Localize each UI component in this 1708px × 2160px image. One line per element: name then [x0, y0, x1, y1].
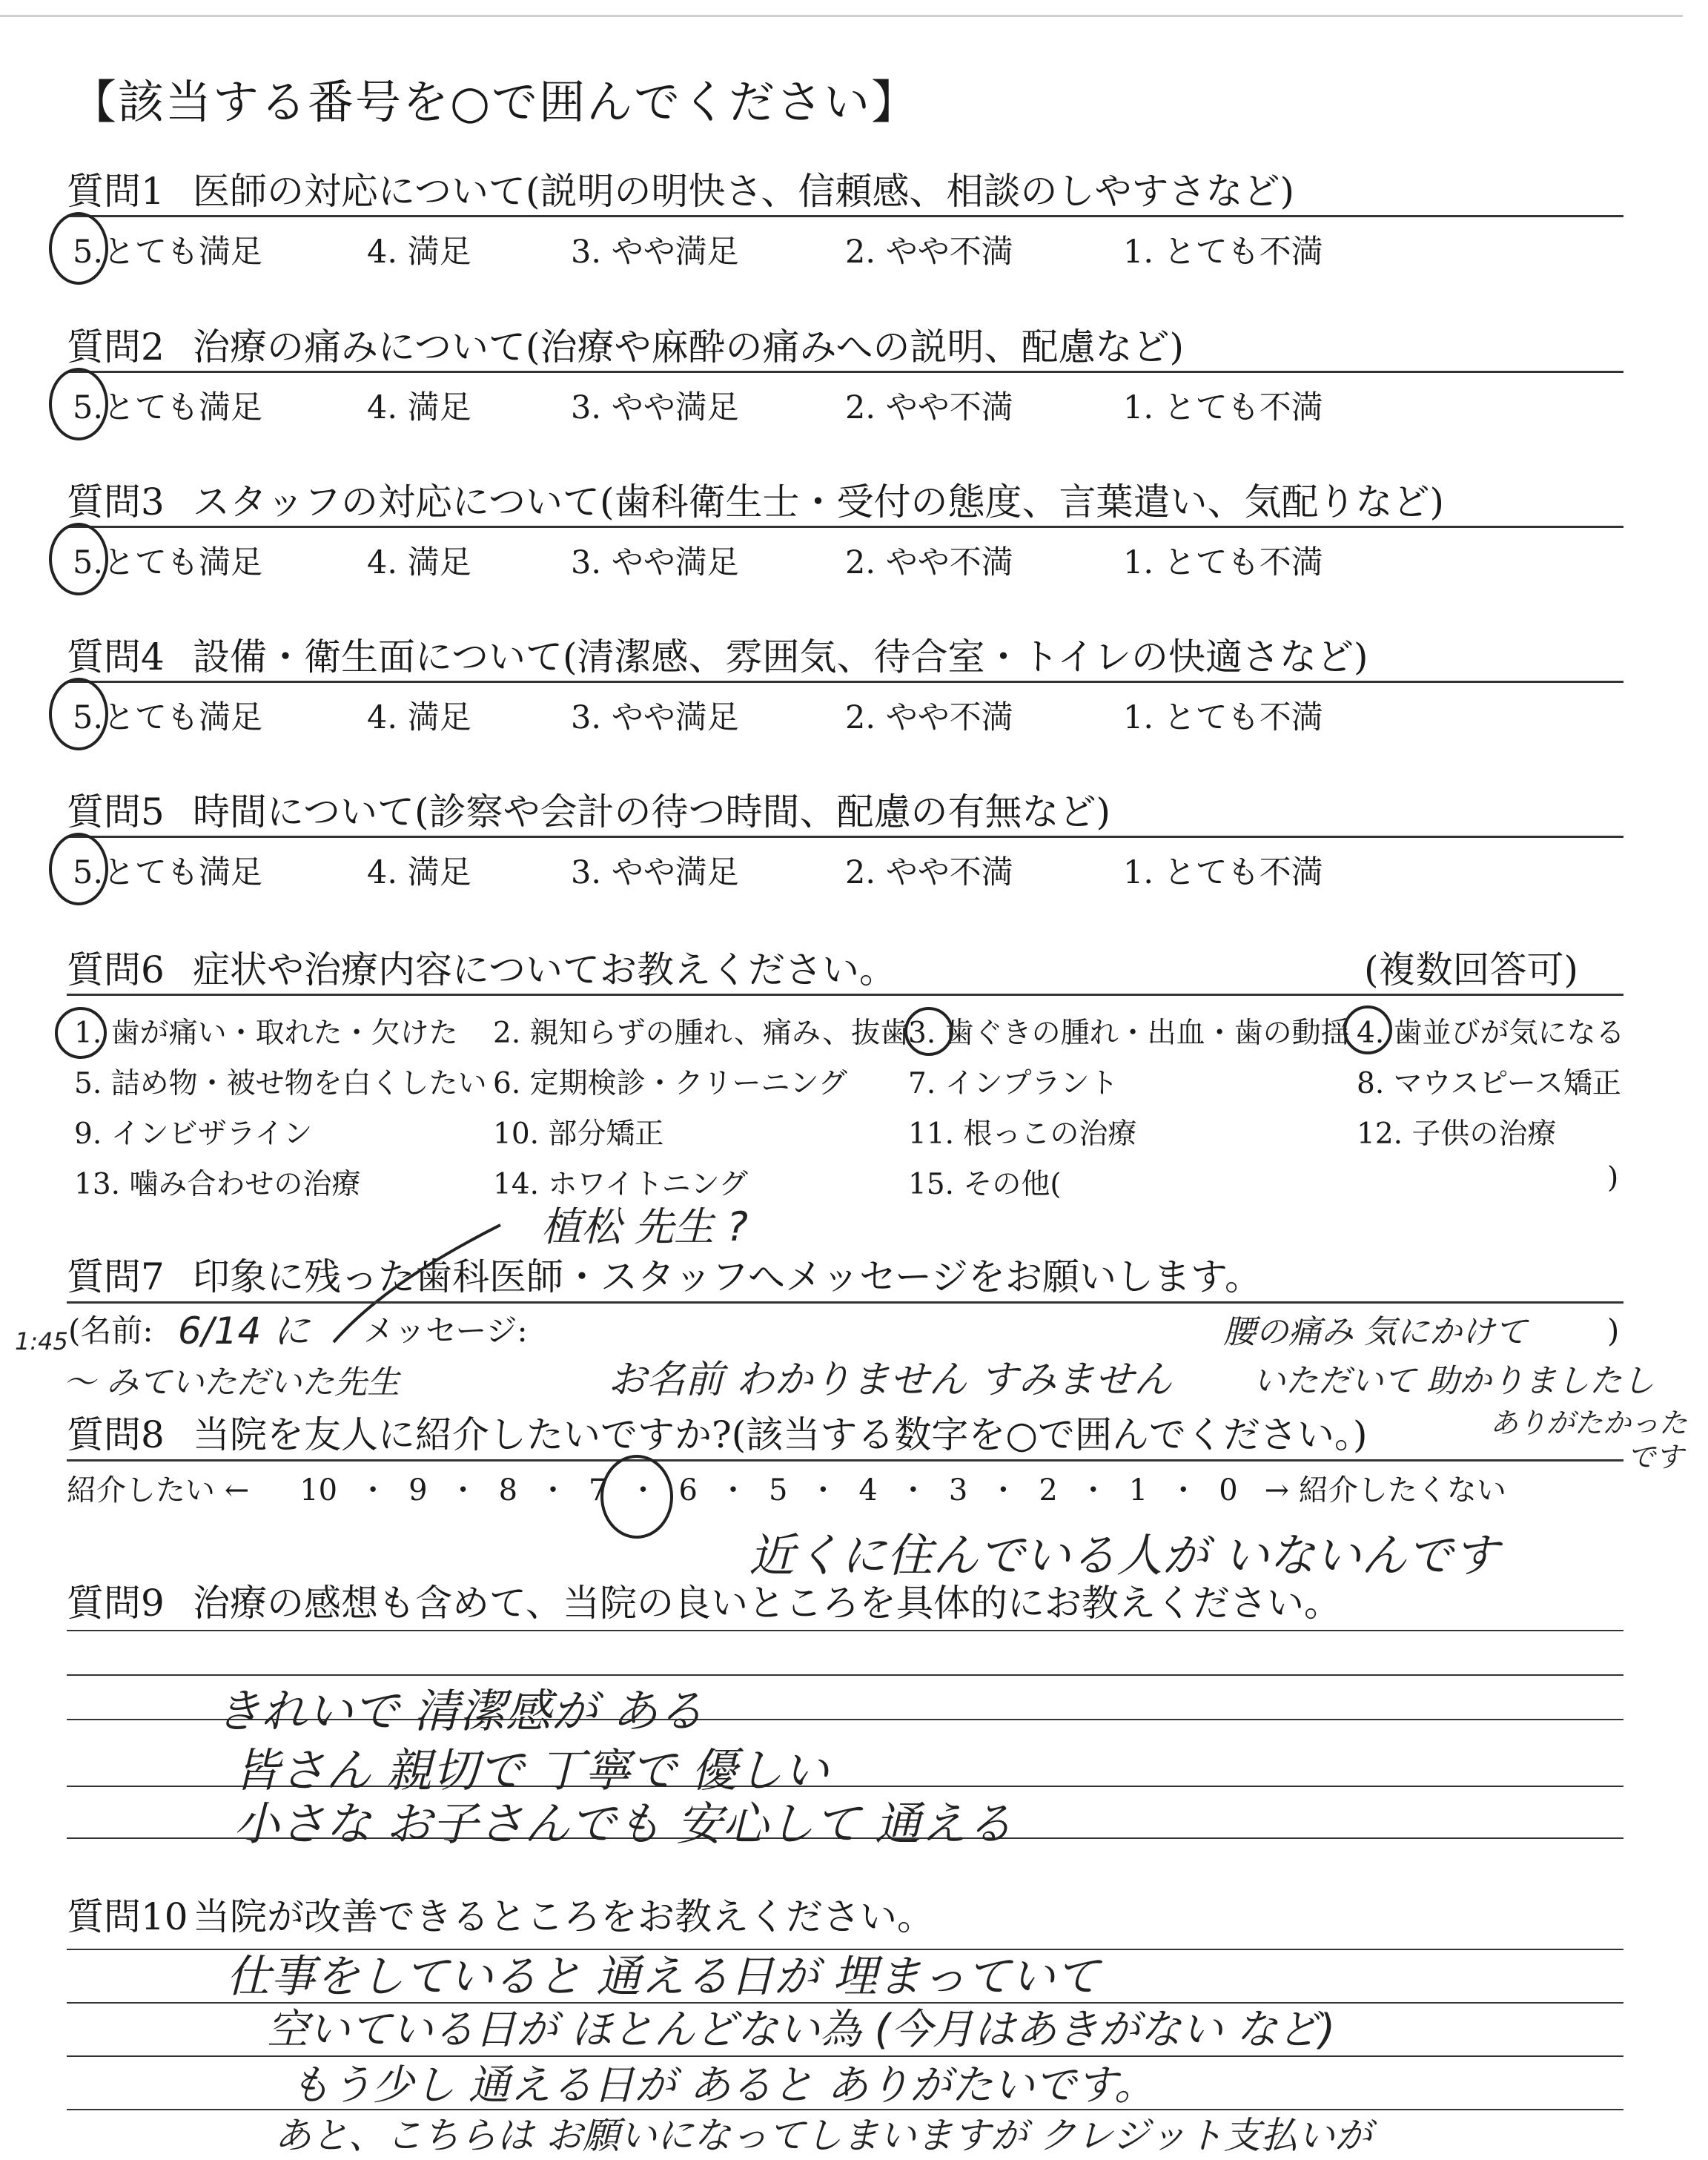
q7-number: 質問7	[67, 1255, 165, 1298]
q2-heading	[67, 317, 1184, 371]
q2-option[interactable]: 3. やや満足	[571, 389, 739, 426]
q6-option[interactable]: 6. 定期検診・クリーニング	[493, 1067, 847, 1100]
q10-hand-line: 空いている日が ほとんどない為 (今月はあきがない など)	[267, 2006, 1336, 2054]
q7-hand-message-4: です	[1627, 1441, 1684, 1473]
q1-text: 医師の対応について(説明の明快さ、信頼感、相談のしやすさなど)	[193, 170, 1295, 213]
q9-number: 質問9	[67, 1582, 165, 1625]
scale-values	[295, 1467, 1242, 1509]
q6-option[interactable]: 10. 部分矯正	[493, 1117, 664, 1151]
q5-option[interactable]: 2. やや不満	[845, 854, 1013, 891]
q3-text: スタッフの対応について(歯科衛生士・受付の態度、言葉遣い、気配りなど)	[193, 480, 1445, 524]
q3-option[interactable]: 1. とても不満	[1123, 544, 1323, 581]
q6-heading	[67, 940, 896, 994]
q7-name-label: (名前:	[68, 1312, 153, 1349]
q5-option[interactable]: 3. やや満足	[571, 854, 739, 891]
q6-option[interactable]: 15. その他(	[908, 1168, 1062, 1201]
q8-number: 質問8	[67, 1413, 165, 1456]
q7-hand-seen: 〜 みていただいた先生	[63, 1364, 400, 1401]
q3-option[interactable]: 5.とても満足	[73, 544, 263, 581]
answer-circle-q6-1	[55, 1007, 107, 1059]
q10-text: 当院が改善できるところをお教えください。	[193, 1895, 934, 1938]
q6-rule	[67, 994, 1623, 996]
q7-hand-message-2a: 腰の痛み 気にかけて	[1223, 1313, 1527, 1351]
page-title: 【該当する番号を○で囲んでください】	[70, 75, 919, 129]
q9-hand-line: 皆さん 親切で 丁寧で 優しい	[234, 1743, 830, 1797]
q1-number: 質問1	[67, 170, 165, 213]
q6-option[interactable]: 14. ホワイトニング	[493, 1168, 748, 1201]
q6-option[interactable]: 11. 根っこの治療	[908, 1117, 1137, 1151]
answer-circle-q8	[600, 1455, 673, 1539]
q6-option[interactable]: 3. 歯ぐきの腫れ・出血・歯の動揺	[908, 1017, 1350, 1050]
answer-circle-q2	[49, 368, 108, 440]
q9-rule	[67, 1630, 1623, 1631]
scale-separator: ・	[538, 1473, 569, 1507]
q7-hand-message-2b: いただいて 助かりましたし	[1253, 1362, 1655, 1400]
q4-option[interactable]: 5.とても満足	[73, 699, 263, 736]
scale-value[interactable]: 8	[498, 1473, 518, 1507]
q10-hand-line: もう少し 通える日が あると ありがたいです。	[289, 2061, 1156, 2110]
q5-option[interactable]: 4. 満足	[367, 854, 471, 891]
q6-option[interactable]: 1. 歯が痛い・取れた・欠けた	[74, 1017, 458, 1050]
scale-value[interactable]: 3	[948, 1473, 968, 1507]
page-edge	[0, 15, 1683, 17]
answer-circle-q6-3	[904, 1007, 953, 1056]
q2-option[interactable]: 2. やや不満	[845, 389, 1013, 426]
q4-text: 設備・衛生面について(清潔感、雰囲気、待合室・トイレの快適さなど)	[193, 635, 1368, 678]
scale-separator: ・	[628, 1473, 658, 1507]
q4-number: 質問4	[67, 635, 165, 678]
q5-heading	[67, 782, 1110, 836]
q6-option: )	[1607, 1161, 1619, 1195]
q9-text: 治療の感想も含めて、当院の良いところを具体的にお教えください。	[193, 1582, 1341, 1625]
q6-option[interactable]: 2. 親知らずの腫れ、痛み、抜歯	[493, 1017, 910, 1050]
q8-text: 当院を友人に紹介したいですか?(該当する数字を○で囲んでください。)	[193, 1413, 1368, 1456]
q2-rule	[67, 371, 1623, 373]
q7-close-paren: )	[1607, 1312, 1620, 1349]
scale-value[interactable]: 7	[589, 1473, 608, 1507]
answer-circle-q3	[49, 523, 108, 595]
q3-heading	[67, 472, 1444, 526]
q2-number: 質問2	[67, 326, 165, 369]
q1-option[interactable]: 4. 満足	[367, 234, 471, 271]
q2-option[interactable]: 5.とても満足	[73, 389, 263, 426]
q8-scale	[67, 1467, 1506, 1509]
scale-separator: ・	[448, 1473, 478, 1507]
q7-heading	[67, 1247, 1262, 1301]
q8-rule	[67, 1459, 1623, 1462]
q10-heading	[67, 1887, 934, 1941]
scale-value[interactable]: 1	[1128, 1473, 1148, 1507]
scale-value[interactable]: 2	[1039, 1473, 1058, 1507]
q6-option[interactable]: 13. 噛み合わせの治療	[74, 1168, 361, 1201]
q5-text: 時間について(診察や会計の待つ時間、配慮の有無など)	[193, 790, 1111, 833]
q4-heading	[67, 627, 1368, 681]
q8-hand-note: 近くに住んでいる人が いないんです	[749, 1528, 1499, 1582]
q7-hand-time: 1:45	[15, 1327, 68, 1355]
q2-text: 治療の痛みについて(治療や麻酔の痛みへの説明、配慮など)	[193, 326, 1185, 369]
scale-value[interactable]: 4	[858, 1473, 878, 1507]
q1-heading	[67, 162, 1294, 215]
q6-option[interactable]: 5. 詰め物・被せ物を白くしたい	[74, 1067, 487, 1100]
q6-option[interactable]: 9. インビザライン	[74, 1117, 313, 1151]
scale-separator: ・	[358, 1473, 388, 1507]
q1-rule	[67, 215, 1623, 217]
q5-rule	[67, 836, 1623, 838]
q7-hand-message-3: ありがたかった	[1490, 1407, 1688, 1439]
scale-separator: ・	[898, 1473, 928, 1507]
answer-circle-q5	[49, 833, 108, 905]
q4-option[interactable]: 1. とても不満	[1123, 699, 1323, 736]
scale-separator: ・	[808, 1473, 838, 1507]
q1-option[interactable]: 1. とても不満	[1123, 234, 1323, 271]
q1-option[interactable]: 2. やや不満	[845, 234, 1013, 271]
q5-option[interactable]: 5.とても満足	[73, 854, 263, 891]
q2-option[interactable]: 1. とても不満	[1123, 389, 1323, 426]
q3-option[interactable]: 4. 満足	[367, 544, 471, 581]
scale-value[interactable]: 6	[678, 1473, 698, 1507]
q6-note: (複数回答可)	[1364, 948, 1579, 991]
q6-option[interactable]: 8. マウスピース矯正	[1357, 1067, 1621, 1100]
q5-option[interactable]: 1. とても不満	[1123, 854, 1323, 891]
q1-option[interactable]: 5.とても満足	[73, 234, 263, 271]
q6-option[interactable]: 12. 子供の治療	[1357, 1117, 1557, 1151]
q7-hand-message-1: お名前 わかりません すみません	[608, 1358, 1173, 1402]
answer-circle-q4	[49, 678, 108, 750]
scale-separator: ・	[1168, 1473, 1199, 1507]
q6-option[interactable]: 4. 歯並びが気になる	[1357, 1017, 1625, 1050]
scale-value[interactable]: 5	[768, 1473, 788, 1507]
scale-separator: ・	[718, 1473, 748, 1507]
q4-option[interactable]: 3. やや満足	[571, 699, 739, 736]
q4-option[interactable]: 2. やや不満	[845, 699, 1013, 736]
scale-value[interactable]: 10	[299, 1473, 338, 1507]
answer-circle-q6-4	[1343, 1005, 1392, 1054]
q9-heading	[67, 1573, 1341, 1627]
q10-hand-line: あと、こちらは お願いになってしまいますが クレジット支払いが	[274, 2114, 1372, 2157]
answer-circle-q1	[49, 212, 108, 285]
q3-option[interactable]: 2. やや不満	[845, 544, 1013, 581]
q7-hand-doctor-name: 植松 先生 ?	[541, 1203, 748, 1250]
scale-value[interactable]: 0	[1219, 1473, 1238, 1507]
q1-option[interactable]: 3. やや満足	[571, 234, 739, 271]
q2-option[interactable]: 4. 満足	[367, 389, 471, 426]
q3-number: 質問3	[67, 480, 165, 524]
scale-separator: ・	[988, 1473, 1019, 1507]
scale-right-label: → 紹介したくない	[1264, 1473, 1506, 1507]
scale-value[interactable]: 9	[408, 1473, 428, 1507]
q7-message-label: メッセージ:	[363, 1312, 528, 1349]
q8-heading	[67, 1405, 1367, 1459]
q10-hand-line: 仕事をしていると 通える日が 埋まっていて	[226, 1951, 1100, 2003]
q6-number: 質問6	[67, 948, 165, 991]
scale-left-label: 紹介したい ←	[67, 1473, 250, 1507]
q9-hand-line: きれいで 清潔感が ある	[215, 1684, 704, 1738]
q5-number: 質問5	[67, 790, 165, 833]
q3-option[interactable]: 3. やや満足	[571, 544, 739, 581]
q7-text: 印象に残った歯科医師・スタッフへメッセージをお願いします。	[193, 1255, 1262, 1298]
q6-option[interactable]: 7. インプラント	[908, 1067, 1119, 1100]
q7-hand-date: 6/14 に	[178, 1309, 311, 1353]
q4-option[interactable]: 4. 満足	[367, 699, 471, 736]
scale-separator: ・	[1078, 1473, 1108, 1507]
q4-rule	[67, 681, 1623, 683]
q9-hand-line: 小さな お子さんでも 安心して 通える	[234, 1797, 1013, 1851]
q10-number: 質問10	[67, 1895, 188, 1938]
q3-rule	[67, 526, 1623, 528]
q6-text: 症状や治療内容についてお教えください。	[193, 948, 896, 991]
